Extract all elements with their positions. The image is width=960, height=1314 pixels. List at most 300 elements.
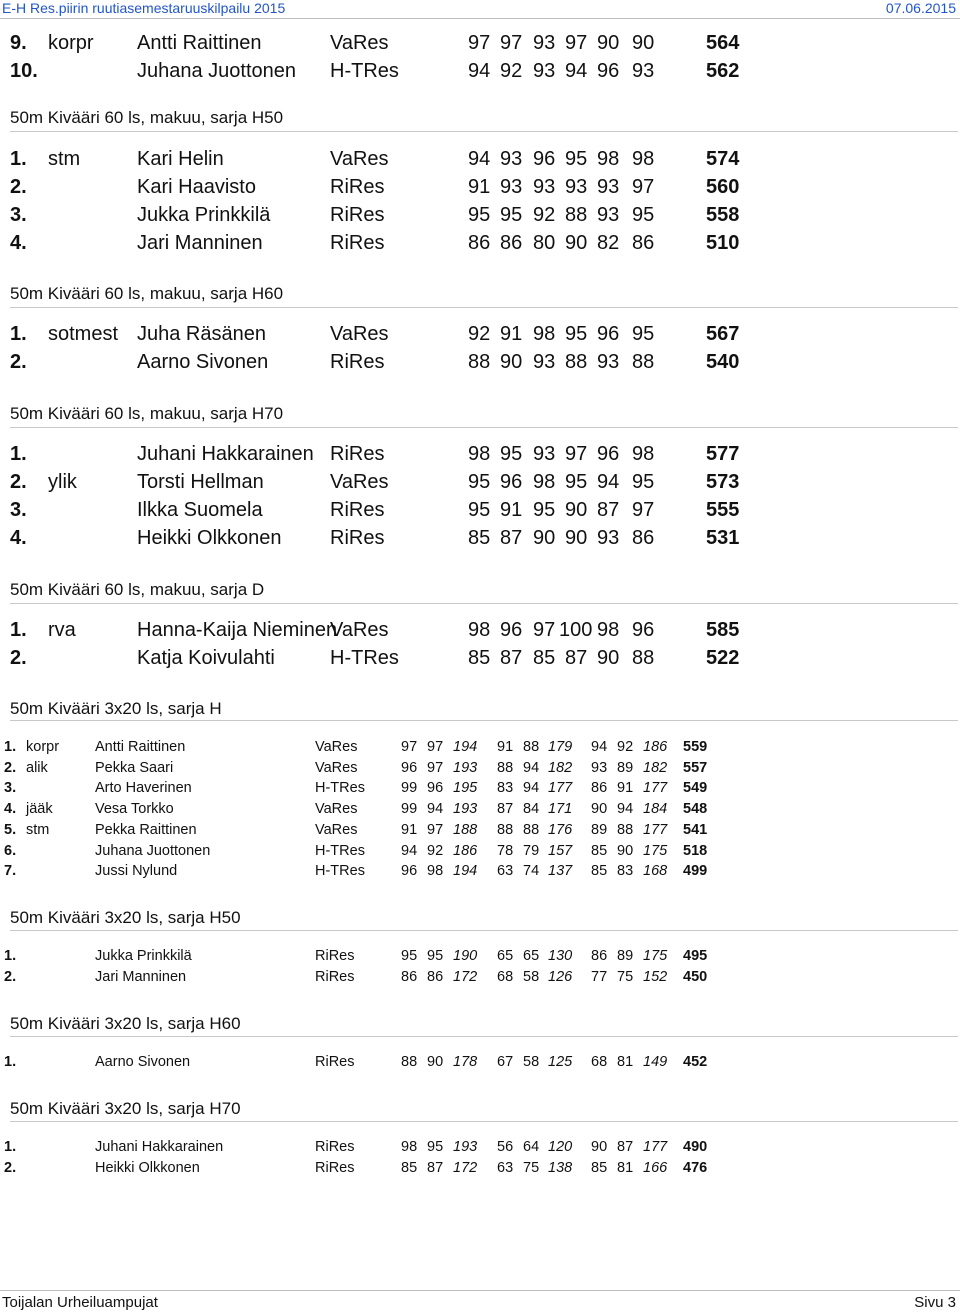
military-rank: sotmest	[48, 323, 119, 345]
shooter-name: Jari Manninen	[95, 968, 187, 985]
competition-title: E-H Res.piirin ruutiasemestaruuskilpailu 2015	[2, 0, 286, 16]
result-row	[0, 204, 960, 226]
result-row	[0, 32, 960, 54]
series-score: 177	[643, 1139, 668, 1155]
series-score: 81	[617, 1054, 634, 1070]
shooter-name: Pekka Raittinen	[95, 821, 197, 838]
section-divider	[10, 720, 958, 721]
series-score: 89	[617, 948, 634, 964]
club-name: VaRes	[315, 759, 358, 776]
shooter-name: Vesa Torkko	[95, 801, 174, 818]
club-name: RiRes	[315, 968, 355, 985]
section-title: 50m Kivääri 3x20 ls, sarja H60	[10, 1014, 241, 1033]
placement: 10.	[10, 60, 38, 82]
series-score: 94	[597, 471, 620, 493]
series-score: 96	[401, 759, 418, 776]
series-score: 95	[565, 148, 588, 170]
shooter-name: Ilkka Suomela	[137, 499, 263, 521]
result-row	[0, 323, 960, 345]
result-row	[0, 176, 960, 198]
series-score: 88	[632, 647, 655, 669]
series-score: 96	[597, 443, 620, 465]
series-score: 85	[533, 647, 556, 669]
placement: 9.	[10, 32, 27, 54]
total-score: 557	[683, 759, 708, 776]
section-divider	[10, 427, 958, 428]
series-score: 193	[453, 759, 478, 776]
result-row	[0, 1157, 960, 1179]
series-score: 58	[523, 968, 540, 985]
club-name: RiRes	[330, 351, 385, 373]
series-score: 95	[565, 471, 588, 493]
total-score: 522	[706, 647, 740, 669]
series-score: 97	[632, 499, 655, 521]
series-score: 56	[497, 1139, 514, 1155]
shooter-name: Heikki Olkkonen	[137, 527, 282, 549]
shooter-name: Jussi Nylund	[95, 863, 178, 880]
series-score: 97	[427, 759, 444, 776]
series-score: 96	[500, 471, 523, 493]
total-score: 574	[706, 148, 740, 170]
series-score: 97	[565, 32, 588, 54]
shooter-name: Aarno Sivonen	[95, 1054, 191, 1070]
club-name: RiRes	[315, 1159, 355, 1176]
result-row	[0, 148, 960, 170]
series-score: 94	[523, 780, 540, 797]
series-score: 137	[548, 863, 573, 880]
shooter-name: Arto Haverinen	[95, 780, 192, 797]
series-score: 80	[533, 232, 556, 254]
series-score: 97	[565, 443, 588, 465]
series-score: 75	[617, 968, 634, 985]
series-score: 177	[643, 780, 668, 797]
club-name: RiRes	[330, 176, 385, 198]
total-score: 548	[683, 801, 708, 818]
total-score: 555	[706, 499, 740, 521]
series-score: 90	[617, 842, 634, 859]
shooter-name: Heikki Olkkonen	[95, 1159, 200, 1176]
series-score: 95	[632, 471, 655, 493]
section-divider	[10, 1036, 958, 1037]
series-score: 95	[427, 948, 444, 964]
series-score: 95	[427, 1139, 444, 1155]
placement: 7.	[4, 863, 17, 880]
total-score: 452	[683, 1054, 708, 1070]
series-score: 93	[533, 176, 556, 198]
series-score: 96	[632, 619, 655, 641]
shooter-name: Juhana Juottonen	[95, 842, 211, 859]
series-score: 94	[523, 759, 540, 776]
series-score: 97	[533, 619, 556, 641]
series-score: 88	[565, 351, 588, 373]
placement: 1.	[4, 948, 17, 964]
series-score: 63	[497, 1159, 514, 1176]
series-score: 98	[533, 471, 556, 493]
series-score: 88	[617, 821, 634, 838]
series-score: 91	[468, 176, 491, 198]
page-footer	[0, 1290, 960, 1314]
competition-date: 07.06.2015	[885, 0, 956, 16]
series-score: 94	[565, 60, 588, 82]
series-score: 182	[643, 759, 668, 776]
series-score: 94	[468, 148, 491, 170]
club-name: VaRes	[330, 619, 389, 641]
series-score: 186	[453, 842, 478, 859]
club-name: H-TRes	[315, 842, 365, 859]
series-score: 91	[500, 323, 523, 345]
placement: 2.	[4, 968, 17, 985]
organizer: Toijalan Urheiluampujat	[2, 1294, 158, 1311]
placement: 4.	[10, 527, 27, 549]
section-title: 50m Kivääri 60 ls, makuu, sarja H60	[10, 284, 284, 303]
total-score: 549	[683, 780, 708, 797]
result-row	[0, 736, 960, 758]
series-score: 96	[533, 148, 556, 170]
series-score: 195	[453, 780, 478, 797]
series-score: 83	[497, 780, 514, 797]
series-score: 86	[591, 948, 608, 964]
series-score: 75	[523, 1159, 540, 1176]
shooter-name: Juhana Juottonen	[137, 60, 297, 82]
series-score: 94	[468, 60, 491, 82]
series-score: 68	[497, 968, 514, 985]
total-score: 573	[706, 471, 740, 493]
placement: 2.	[4, 1159, 17, 1176]
total-score: 577	[706, 443, 740, 465]
series-score: 168	[643, 863, 668, 880]
series-score: 87	[500, 647, 523, 669]
placement: 1.	[4, 739, 17, 755]
series-score: 184	[643, 801, 668, 818]
series-score: 95	[500, 443, 523, 465]
series-score: 98	[401, 1139, 418, 1155]
series-score: 89	[617, 759, 634, 776]
series-score: 98	[597, 619, 620, 641]
series-score: 88	[523, 739, 540, 755]
series-score: 94	[401, 842, 418, 859]
series-score: 186	[643, 739, 668, 755]
military-rank: korpr	[26, 739, 60, 755]
result-row	[0, 840, 960, 862]
series-score: 77	[591, 968, 608, 985]
result-row	[0, 945, 960, 967]
total-score: 562	[706, 60, 740, 82]
military-rank: jääk	[26, 801, 53, 818]
shooter-name: Juhani Hakkarainen	[95, 1139, 224, 1155]
series-score: 85	[401, 1159, 418, 1176]
series-score: 93	[533, 351, 556, 373]
shooter-name: Aarno Sivonen	[137, 351, 269, 373]
series-score: 90	[591, 1139, 608, 1155]
series-score: 85	[591, 863, 608, 880]
shooter-name: Hanna-Kaija Nieminen	[137, 619, 338, 641]
club-name: RiRes	[330, 443, 385, 465]
series-score: 86	[632, 232, 655, 254]
series-score: 99	[401, 780, 418, 797]
placement: 3.	[10, 499, 27, 521]
section-title: 50m Kivääri 3x20 ls, sarja H50	[10, 908, 241, 927]
series-score: 78	[497, 842, 514, 859]
series-score: 99	[401, 801, 418, 818]
result-row	[0, 1051, 960, 1073]
series-score: 138	[548, 1159, 573, 1176]
series-score: 86	[427, 968, 444, 985]
series-score: 86	[632, 527, 655, 549]
total-score: 541	[683, 821, 708, 838]
placement: 2.	[10, 471, 27, 493]
series-score: 91	[617, 780, 634, 797]
series-score: 68	[591, 1054, 608, 1070]
series-score: 172	[453, 1159, 478, 1176]
section-title: 50m Kivääri 3x20 ls, sarja H	[10, 699, 222, 718]
military-rank: korpr	[48, 32, 94, 54]
series-score: 95	[468, 499, 491, 521]
placement: 1.	[10, 323, 27, 345]
section-title: 50m Kivääri 60 ls, makuu, sarja D	[10, 580, 265, 599]
club-name: VaRes	[330, 323, 389, 345]
series-score: 90	[597, 32, 620, 54]
club-name: RiRes	[330, 204, 385, 226]
military-rank: stm	[26, 821, 50, 838]
result-row	[0, 647, 960, 669]
series-score: 95	[468, 204, 491, 226]
result-row	[0, 527, 960, 549]
series-score: 87	[500, 527, 523, 549]
total-score: 518	[683, 842, 708, 859]
club-name: RiRes	[330, 527, 385, 549]
series-score: 93	[533, 443, 556, 465]
series-score: 87	[497, 801, 514, 818]
series-score: 98	[597, 148, 620, 170]
total-score: 450	[683, 968, 708, 985]
series-score: 95	[401, 948, 418, 964]
shooter-name: Katja Koivulahti	[137, 647, 275, 669]
section-divider	[10, 1121, 958, 1122]
series-score: 94	[591, 739, 608, 755]
placement: 2.	[10, 647, 27, 669]
series-score: 95	[533, 499, 556, 521]
series-score: 96	[401, 863, 418, 880]
shooter-name: Antti Raittinen	[137, 32, 262, 54]
series-score: 93	[597, 176, 620, 198]
section-title: 50m Kivääri 60 ls, makuu, sarja H70	[10, 404, 284, 423]
series-score: 94	[427, 801, 444, 818]
placement: 3.	[10, 204, 27, 226]
club-name: H-TRes	[330, 60, 399, 82]
series-score: 97	[427, 739, 444, 755]
series-score: 86	[401, 968, 418, 985]
series-score: 83	[617, 863, 634, 880]
series-score: 98	[632, 148, 655, 170]
shooter-name: Jukka Prinkkilä	[95, 948, 192, 964]
series-score: 88	[632, 351, 655, 373]
result-row	[0, 443, 960, 465]
series-score: 95	[500, 204, 523, 226]
series-score: 82	[597, 232, 620, 254]
series-score: 100	[559, 619, 593, 641]
series-score: 90	[632, 32, 655, 54]
series-score: 87	[565, 647, 588, 669]
series-score: 86	[591, 780, 608, 797]
military-rank: alik	[26, 759, 48, 776]
series-score: 175	[643, 948, 668, 964]
placement: 1.	[4, 1054, 17, 1070]
section-divider	[10, 131, 958, 132]
series-score: 98	[632, 443, 655, 465]
series-score: 95	[565, 323, 588, 345]
military-rank: stm	[48, 148, 81, 170]
series-score: 98	[468, 443, 491, 465]
series-score: 93	[565, 176, 588, 198]
military-rank: ylik	[48, 471, 77, 493]
series-score: 166	[643, 1159, 668, 1176]
total-score: 499	[683, 863, 708, 880]
section-divider	[10, 930, 958, 931]
club-name: VaRes	[330, 471, 389, 493]
placement: 4.	[10, 232, 27, 254]
series-score: 88	[523, 821, 540, 838]
shooter-name: Jukka Prinkkilä	[137, 204, 271, 226]
result-row	[0, 619, 960, 641]
series-score: 176	[548, 821, 573, 838]
series-score: 194	[453, 739, 478, 755]
series-score: 95	[632, 204, 655, 226]
club-name: RiRes	[330, 232, 385, 254]
total-score: 490	[683, 1139, 708, 1155]
series-score: 95	[468, 471, 491, 493]
club-name: RiRes	[315, 1054, 355, 1070]
series-score: 97	[468, 32, 491, 54]
total-score: 540	[706, 351, 740, 373]
placement: 2.	[4, 759, 17, 776]
club-name: RiRes	[315, 1139, 355, 1155]
total-score: 585	[706, 619, 740, 641]
series-score: 182	[548, 759, 573, 776]
series-score: 96	[427, 780, 444, 797]
series-score: 84	[523, 801, 540, 818]
series-score: 126	[548, 968, 573, 985]
series-score: 171	[548, 801, 573, 818]
series-score: 90	[500, 351, 523, 373]
result-row	[0, 471, 960, 493]
total-score: 495	[683, 948, 708, 964]
series-score: 93	[591, 759, 608, 776]
series-score: 89	[591, 821, 608, 838]
placement: 6.	[4, 842, 17, 859]
shooter-name: Torsti Hellman	[137, 471, 264, 493]
series-score: 88	[497, 759, 514, 776]
shooter-name: Antti Raittinen	[95, 739, 186, 755]
series-score: 177	[643, 821, 668, 838]
series-score: 92	[468, 323, 491, 345]
series-score: 92	[500, 60, 523, 82]
club-name: H-TRes	[315, 863, 365, 880]
series-score: 125	[548, 1054, 573, 1070]
series-score: 85	[468, 647, 491, 669]
section-title: 50m Kivääri 3x20 ls, sarja H70	[10, 1099, 241, 1118]
series-score: 88	[401, 1054, 418, 1070]
series-score: 88	[565, 204, 588, 226]
series-score: 90	[591, 801, 608, 818]
series-score: 85	[468, 527, 491, 549]
placement: 1.	[10, 619, 27, 641]
placement: 1.	[10, 443, 27, 465]
series-score: 193	[453, 1139, 478, 1155]
club-name: VaRes	[315, 739, 358, 755]
series-score: 120	[548, 1139, 573, 1155]
club-name: VaRes	[330, 32, 389, 54]
total-score: 559	[683, 739, 708, 755]
club-name: H-TRes	[330, 647, 399, 669]
series-score: 87	[427, 1159, 444, 1176]
series-score: 93	[597, 204, 620, 226]
total-score: 567	[706, 323, 740, 345]
series-score: 92	[617, 739, 634, 755]
placement: 1.	[4, 1139, 17, 1155]
shooter-name: Juhani Hakkarainen	[137, 443, 314, 465]
result-row	[0, 232, 960, 254]
series-score: 93	[500, 148, 523, 170]
shooter-name: Kari Helin	[137, 148, 224, 170]
series-score: 93	[597, 527, 620, 549]
series-score: 90	[427, 1054, 444, 1070]
series-score: 188	[453, 821, 478, 838]
result-row	[0, 351, 960, 373]
series-score: 92	[533, 204, 556, 226]
section-divider	[10, 307, 958, 308]
result-row	[0, 60, 960, 82]
series-score: 81	[617, 1159, 634, 1176]
series-score: 87	[617, 1139, 634, 1155]
result-row	[0, 757, 960, 779]
series-score: 65	[497, 948, 514, 964]
series-score: 178	[453, 1054, 478, 1070]
series-score: 91	[497, 739, 514, 755]
series-score: 98	[468, 619, 491, 641]
series-score: 193	[453, 801, 478, 818]
series-score: 93	[500, 176, 523, 198]
series-score: 97	[632, 176, 655, 198]
series-score: 90	[533, 527, 556, 549]
placement: 2.	[10, 176, 27, 198]
series-score: 93	[632, 60, 655, 82]
series-score: 90	[565, 527, 588, 549]
total-score: 510	[706, 232, 740, 254]
total-score: 564	[706, 32, 740, 54]
series-score: 86	[500, 232, 523, 254]
placement: 5.	[4, 821, 17, 838]
total-score: 560	[706, 176, 740, 198]
club-name: RiRes	[330, 499, 385, 521]
series-score: 86	[468, 232, 491, 254]
shooter-name: Pekka Saari	[95, 759, 174, 776]
result-row	[0, 499, 960, 521]
result-row	[0, 860, 960, 882]
series-score: 96	[500, 619, 523, 641]
total-score: 531	[706, 527, 740, 549]
placement: 4.	[4, 801, 17, 818]
series-score: 157	[548, 842, 573, 859]
series-score: 94	[617, 801, 634, 818]
series-score: 64	[523, 1139, 540, 1155]
series-score: 58	[523, 1054, 540, 1070]
placement: 1.	[10, 148, 27, 170]
club-name: RiRes	[315, 948, 355, 964]
series-score: 91	[500, 499, 523, 521]
series-score: 93	[597, 351, 620, 373]
series-score: 91	[401, 821, 418, 838]
series-score: 97	[427, 821, 444, 838]
